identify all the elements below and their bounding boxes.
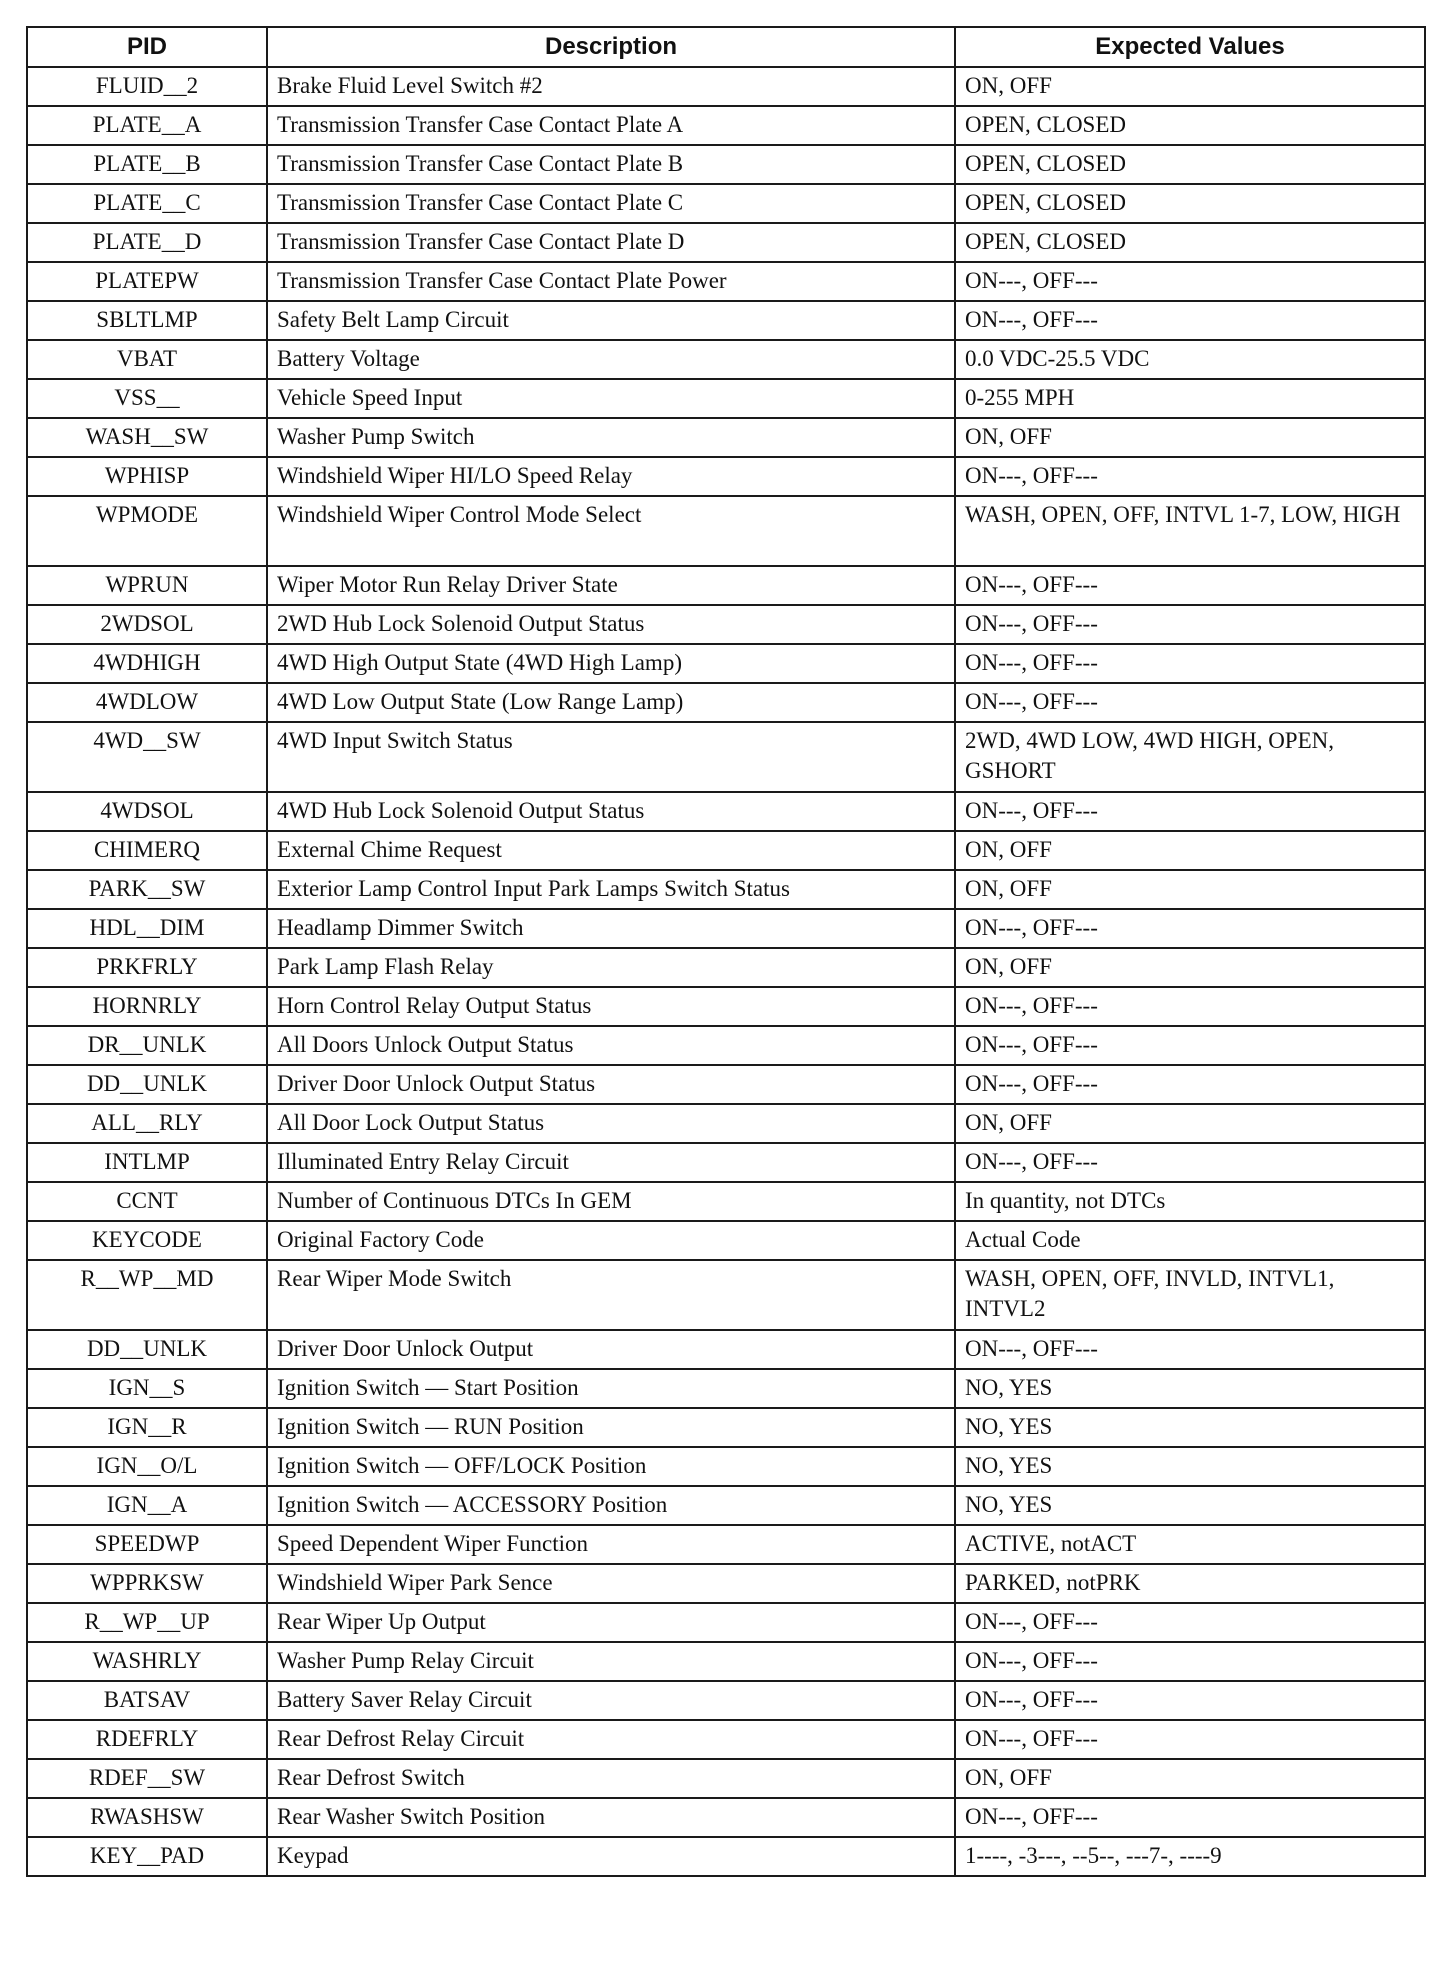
expected-values-cell: WASH, OPEN, OFF, INVLD, INTVL1, INTVL2 — [955, 1260, 1425, 1330]
table-row — [27, 1525, 1425, 1564]
expected-values-cell: 1----, -3---, --5--, ---7-, ----9 — [955, 1837, 1425, 1876]
description-cell: Rear Defrost Relay Circuit — [267, 1720, 955, 1759]
description-cell: Original Factory Code — [267, 1221, 955, 1260]
description-cell: All Doors Unlock Output Status — [267, 1026, 955, 1065]
description-cell: 2WD Hub Lock Solenoid Output Status — [267, 605, 955, 644]
description-cell: Driver Door Unlock Output — [267, 1330, 955, 1369]
description-cell: 4WD Hub Lock Solenoid Output Status — [267, 792, 955, 831]
expected-values-cell: OPEN, CLOSED — [955, 184, 1425, 223]
description-cell: Brake Fluid Level Switch #2 — [267, 67, 955, 106]
pid-cell: WPPRKSW — [27, 1564, 267, 1603]
pid-cell: PLATE__D — [27, 223, 267, 262]
expected-values-cell: ON---, OFF--- — [955, 644, 1425, 683]
expected-values-cell: ON---, OFF--- — [955, 1330, 1425, 1369]
description-cell: Battery Voltage — [267, 340, 955, 379]
expected-values-cell: ON, OFF — [955, 831, 1425, 870]
pid-cell: DD__UNLK — [27, 1330, 267, 1369]
table-row — [27, 644, 1425, 683]
table-row — [27, 831, 1425, 870]
pid-cell: RDEF__SW — [27, 1759, 267, 1798]
table-row — [27, 566, 1425, 605]
expected-values-cell: ON---, OFF--- — [955, 457, 1425, 496]
description-cell: Number of Continuous DTCs In GEM — [267, 1182, 955, 1221]
pid-cell: IGN__O/L — [27, 1447, 267, 1486]
pid-cell: KEY__PAD — [27, 1837, 267, 1876]
expected-values-cell: NO, YES — [955, 1447, 1425, 1486]
pid-cell: VSS__ — [27, 379, 267, 418]
description-cell: Speed Dependent Wiper Function — [267, 1525, 955, 1564]
table-row — [27, 1221, 1425, 1260]
description-cell: Ignition Switch — ACCESSORY Position — [267, 1486, 955, 1525]
pid-cell: 4WDLOW — [27, 683, 267, 722]
pid-cell: HDL__DIM — [27, 909, 267, 948]
table-row — [27, 418, 1425, 457]
table-row — [27, 262, 1425, 301]
description-cell: Transmission Transfer Case Contact Plate B — [267, 145, 955, 184]
expected-values-cell: OPEN, CLOSED — [955, 106, 1425, 145]
expected-values-cell: OPEN, CLOSED — [955, 223, 1425, 262]
description-cell: Illuminated Entry Relay Circuit — [267, 1143, 955, 1182]
table-row — [27, 223, 1425, 262]
table-row — [27, 67, 1425, 106]
description-cell: Windshield Wiper Control Mode Select — [267, 496, 955, 566]
expected-values-cell: ON, OFF — [955, 870, 1425, 909]
table-row — [27, 106, 1425, 145]
table-row — [27, 379, 1425, 418]
pid-cell: DD__UNLK — [27, 1065, 267, 1104]
expected-values-cell: ON, OFF — [955, 1759, 1425, 1798]
table-row — [27, 496, 1425, 566]
expected-values-cell: ON---, OFF--- — [955, 683, 1425, 722]
expected-values-cell: ON---, OFF--- — [955, 1798, 1425, 1837]
table-row — [27, 1408, 1425, 1447]
description-cell: Exterior Lamp Control Input Park Lamps Switch Status — [267, 870, 955, 909]
pid-cell: SBLTLMP — [27, 301, 267, 340]
description-cell: Transmission Transfer Case Contact Plate D — [267, 223, 955, 262]
expected-values-cell: ON---, OFF--- — [955, 1603, 1425, 1642]
table-row — [27, 1330, 1425, 1369]
pid-cell: BATSAV — [27, 1681, 267, 1720]
pid-cell: 2WDSOL — [27, 605, 267, 644]
description-cell: Park Lamp Flash Relay — [267, 948, 955, 987]
pid-cell: R__WP__UP — [27, 1603, 267, 1642]
description-cell: Ignition Switch — RUN Position — [267, 1408, 955, 1447]
expected-values-cell: ON---, OFF--- — [955, 987, 1425, 1026]
pid-table — [26, 26, 1426, 1877]
pid-cell: INTLMP — [27, 1143, 267, 1182]
pid-cell: WASH__SW — [27, 418, 267, 457]
table-row — [27, 683, 1425, 722]
description-cell: Washer Pump Relay Circuit — [267, 1642, 955, 1681]
expected-values-cell: ON---, OFF--- — [955, 909, 1425, 948]
expected-values-cell: ON---, OFF--- — [955, 1720, 1425, 1759]
pid-cell: WPMODE — [27, 496, 267, 566]
table-row — [27, 1486, 1425, 1525]
description-cell: Transmission Transfer Case Contact Plate C — [267, 184, 955, 223]
description-cell: Ignition Switch — Start Position — [267, 1369, 955, 1408]
expected-values-cell: OPEN, CLOSED — [955, 145, 1425, 184]
expected-values-cell: 2WD, 4WD LOW, 4WD HIGH, OPEN, GSHORT — [955, 722, 1425, 792]
pid-cell: RDEFRLY — [27, 1720, 267, 1759]
description-cell: Vehicle Speed Input — [267, 379, 955, 418]
table-row — [27, 870, 1425, 909]
table-header — [27, 27, 1425, 67]
description-cell: Safety Belt Lamp Circuit — [267, 301, 955, 340]
expected-values-cell: NO, YES — [955, 1486, 1425, 1525]
expected-values-cell: 0.0 VDC-25.5 VDC — [955, 340, 1425, 379]
description-cell: Rear Wiper Up Output — [267, 1603, 955, 1642]
table-row — [27, 1642, 1425, 1681]
pid-cell: ALL__RLY — [27, 1104, 267, 1143]
table-row — [27, 605, 1425, 644]
table-row — [27, 301, 1425, 340]
description-cell: All Door Lock Output Status — [267, 1104, 955, 1143]
pid-cell: VBAT — [27, 340, 267, 379]
pid-cell: PRKFRLY — [27, 948, 267, 987]
table-row — [27, 1603, 1425, 1642]
expected-values-cell: In quantity, not DTCs — [955, 1182, 1425, 1221]
column-header-pid: PID — [27, 27, 267, 67]
table-row — [27, 1182, 1425, 1221]
description-cell: Windshield Wiper HI/LO Speed Relay — [267, 457, 955, 496]
table-row — [27, 1026, 1425, 1065]
pid-cell: PLATE__A — [27, 106, 267, 145]
pid-cell: PLATE__C — [27, 184, 267, 223]
pid-cell: R__WP__MD — [27, 1260, 267, 1330]
pid-cell: PLATEPW — [27, 262, 267, 301]
column-header-description: Description — [267, 27, 955, 67]
table-row — [27, 1260, 1425, 1330]
table-row — [27, 1720, 1425, 1759]
description-cell: Wiper Motor Run Relay Driver State — [267, 566, 955, 605]
expected-values-cell: ON---, OFF--- — [955, 605, 1425, 644]
pid-cell: IGN__R — [27, 1408, 267, 1447]
expected-values-cell: ON---, OFF--- — [955, 1143, 1425, 1182]
table-row — [27, 1759, 1425, 1798]
description-cell: Headlamp Dimmer Switch — [267, 909, 955, 948]
pid-cell: HORNRLY — [27, 987, 267, 1026]
pid-cell: IGN__A — [27, 1486, 267, 1525]
expected-values-cell: ON, OFF — [955, 1104, 1425, 1143]
expected-values-cell: ON---, OFF--- — [955, 1026, 1425, 1065]
expected-values-cell: ON---, OFF--- — [955, 1642, 1425, 1681]
description-cell: 4WD Input Switch Status — [267, 722, 955, 792]
table-row — [27, 909, 1425, 948]
expected-values-cell: ON---, OFF--- — [955, 792, 1425, 831]
description-cell: Rear Defrost Switch — [267, 1759, 955, 1798]
pid-cell: 4WDSOL — [27, 792, 267, 831]
description-cell: Horn Control Relay Output Status — [267, 987, 955, 1026]
table-row — [27, 722, 1425, 792]
description-cell: Driver Door Unlock Output Status — [267, 1065, 955, 1104]
expected-values-cell: ACTIVE, notACT — [955, 1525, 1425, 1564]
table-row — [27, 987, 1425, 1026]
expected-values-cell: ON, OFF — [955, 67, 1425, 106]
pid-cell: IGN__S — [27, 1369, 267, 1408]
table-row — [27, 1143, 1425, 1182]
description-cell: Transmission Transfer Case Contact Plate Power — [267, 262, 955, 301]
table-row — [27, 1681, 1425, 1720]
description-cell: 4WD Low Output State (Low Range Lamp) — [267, 683, 955, 722]
table-row — [27, 792, 1425, 831]
pid-cell: WASHRLY — [27, 1642, 267, 1681]
pid-cell: KEYCODE — [27, 1221, 267, 1260]
expected-values-cell: ON, OFF — [955, 418, 1425, 457]
table-row — [27, 340, 1425, 379]
description-cell: Rear Washer Switch Position — [267, 1798, 955, 1837]
expected-values-cell: 0-255 MPH — [955, 379, 1425, 418]
pid-cell: WPHISP — [27, 457, 267, 496]
pid-cell: DR__UNLK — [27, 1026, 267, 1065]
table-row — [27, 1564, 1425, 1603]
expected-values-cell: ON---, OFF--- — [955, 566, 1425, 605]
expected-values-cell: NO, YES — [955, 1408, 1425, 1447]
table-row — [27, 1065, 1425, 1104]
description-cell: Battery Saver Relay Circuit — [267, 1681, 955, 1720]
pid-cell: RWASHSW — [27, 1798, 267, 1837]
pid-cell: CCNT — [27, 1182, 267, 1221]
expected-values-cell: PARKED, notPRK — [955, 1564, 1425, 1603]
expected-values-cell: NO, YES — [955, 1369, 1425, 1408]
description-cell: External Chime Request — [267, 831, 955, 870]
pid-cell: 4WDHIGH — [27, 644, 267, 683]
table-row — [27, 145, 1425, 184]
table-row — [27, 1837, 1425, 1876]
description-cell: Keypad — [267, 1837, 955, 1876]
header-row — [27, 27, 1425, 67]
table-row — [27, 457, 1425, 496]
table-row — [27, 1798, 1425, 1837]
pid-cell: WPRUN — [27, 566, 267, 605]
description-cell: Ignition Switch — OFF/LOCK Position — [267, 1447, 955, 1486]
expected-values-cell: ON---, OFF--- — [955, 1681, 1425, 1720]
expected-values-cell: ON, OFF — [955, 948, 1425, 987]
description-cell: 4WD High Output State (4WD High Lamp) — [267, 644, 955, 683]
expected-values-cell: ON---, OFF--- — [955, 262, 1425, 301]
table-row — [27, 1369, 1425, 1408]
expected-values-cell: ON---, OFF--- — [955, 301, 1425, 340]
expected-values-cell: ON---, OFF--- — [955, 1065, 1425, 1104]
expected-values-cell: Actual Code — [955, 1221, 1425, 1260]
pid-cell: FLUID__2 — [27, 67, 267, 106]
description-cell: Transmission Transfer Case Contact Plate A — [267, 106, 955, 145]
expected-values-cell: WASH, OPEN, OFF, INTVL 1-7, LOW, HIGH — [955, 496, 1425, 566]
pid-cell: SPEEDWP — [27, 1525, 267, 1564]
column-header-expected-values: Expected Values — [955, 27, 1425, 67]
description-cell: Windshield Wiper Park Sence — [267, 1564, 955, 1603]
pid-cell: PARK__SW — [27, 870, 267, 909]
pid-cell: CHIMERQ — [27, 831, 267, 870]
description-cell: Rear Wiper Mode Switch — [267, 1260, 955, 1330]
table-row — [27, 1447, 1425, 1486]
pid-cell: 4WD__SW — [27, 722, 267, 792]
table-row — [27, 1104, 1425, 1143]
description-cell: Washer Pump Switch — [267, 418, 955, 457]
table-body — [27, 67, 1425, 1876]
table-row — [27, 948, 1425, 987]
table-row — [27, 184, 1425, 223]
pid-cell: PLATE__B — [27, 145, 267, 184]
